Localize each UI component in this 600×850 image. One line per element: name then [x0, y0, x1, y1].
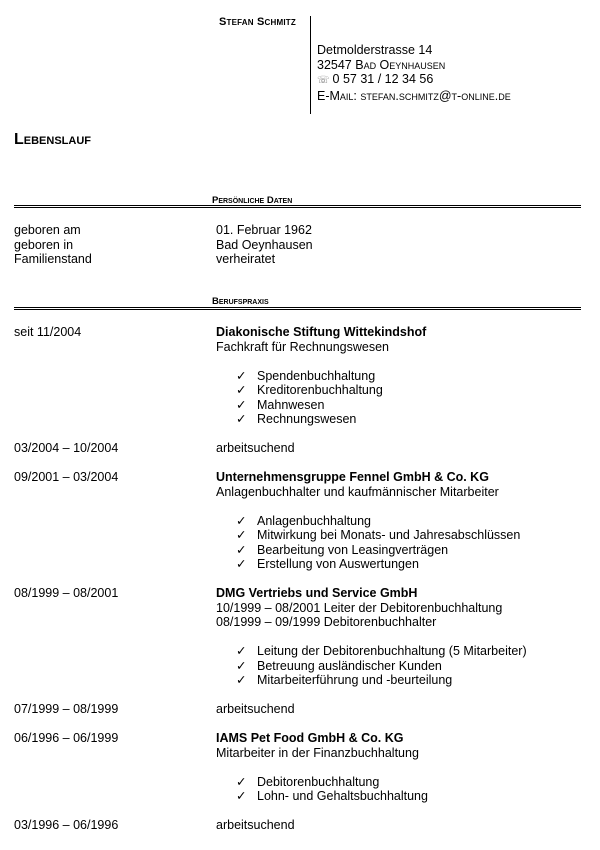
career-details — [216, 731, 428, 804]
career-role: 08/1999 – 09/1999 Debitorenbuchhalter — [216, 615, 437, 629]
label-marital-status: Familienstand — [14, 252, 92, 266]
phone-line — [317, 72, 511, 89]
checkmark-icon: ✓ — [236, 383, 247, 397]
task-item — [236, 775, 428, 790]
checkmark-icon: ✓ — [236, 774, 247, 789]
career-role: arbeitsuchend — [216, 818, 295, 832]
task-text: Mitwirkung bei Monats- und Jahresabschlüssen — [257, 528, 521, 542]
career-role: arbeitsuchend — [216, 441, 295, 455]
career-date: 03/2004 – 10/2004 — [14, 441, 119, 455]
career-role: Mitarbeiter in der Finanzbuchhaltung — [216, 745, 419, 760]
career-date: 07/1999 – 08/1999 — [14, 702, 119, 716]
task-text: Lohn- und Gehaltsbuchhaltung — [257, 789, 428, 803]
career-date: seit 11/2004 — [14, 325, 82, 339]
career-details — [216, 818, 295, 833]
city: 32547 Bad Oeynhausen — [317, 57, 446, 72]
task-text: Mitarbeiterführung und -beurteilung — [257, 673, 453, 687]
task-item — [236, 789, 428, 804]
career-details — [216, 702, 295, 717]
label-birthdate: geboren am — [14, 223, 81, 237]
task-item — [236, 528, 520, 543]
task-text: Anlagenbuchhaltung — [257, 513, 371, 528]
career-details — [216, 470, 520, 572]
task-item — [236, 557, 520, 572]
value-birthdate: 01. Februar 1962 — [216, 223, 312, 237]
task-list — [236, 369, 426, 427]
address-block — [317, 43, 511, 103]
task-item — [236, 514, 520, 529]
task-text: Mahnwesen — [257, 397, 325, 412]
career-role: 10/1999 – 08/2001 Leiter der Debitorenbuchhaltung — [216, 600, 503, 615]
career-details — [216, 441, 295, 456]
email-address[interactable]: stefan.schmitz@t-online.de — [360, 88, 511, 103]
career-date: 08/1999 – 08/2001 — [14, 586, 119, 600]
task-list — [236, 644, 527, 688]
section-heading-personal: Persönliche Daten — [212, 195, 293, 206]
value-marital-status: verheiratet — [216, 252, 276, 266]
email-label: E-Mail: — [317, 88, 357, 103]
checkmark-icon: ✓ — [236, 397, 247, 412]
checkmark-icon: ✓ — [236, 528, 247, 542]
task-item — [236, 383, 426, 398]
street: Detmolderstrasse 14 — [317, 43, 433, 57]
task-text: Rechnungswesen — [257, 412, 357, 426]
telephone-icon: ☏ — [317, 75, 330, 86]
document-title: Lebenslauf — [14, 131, 91, 148]
phone-number: 0 57 31 / 12 34 56 — [332, 72, 434, 86]
label-birthplace: geboren in — [14, 237, 74, 252]
career-company: Unternehmensgruppe Fennel GmbH & Co. KG — [216, 470, 489, 484]
task-item — [236, 644, 527, 659]
header-divider — [310, 16, 311, 114]
career-details — [216, 586, 527, 688]
task-item — [236, 398, 426, 413]
checkmark-icon: ✓ — [236, 658, 247, 673]
career-company: IAMS Pet Food GmbH & Co. KG — [216, 731, 404, 745]
task-text: Betreuung ausländischer Kunden — [257, 658, 442, 673]
task-text: Leitung der Debitorenbuchhaltung (5 Mitarbeiter) — [257, 644, 527, 658]
checkmark-icon: ✓ — [236, 789, 247, 803]
task-text: Bearbeitung von Leasingverträgen — [257, 542, 449, 557]
task-item — [236, 412, 426, 427]
career-role: arbeitsuchend — [216, 702, 295, 716]
task-item — [236, 369, 426, 384]
header-name: Stefan Schmitz — [219, 16, 296, 28]
checkmark-icon: ✓ — [236, 557, 247, 571]
section-rule-personal — [14, 205, 581, 208]
checkmark-icon: ✓ — [236, 513, 247, 528]
career-details — [216, 325, 426, 427]
task-text: Spendenbuchhaltung — [257, 368, 376, 383]
checkmark-icon: ✓ — [236, 673, 247, 687]
checkmark-icon: ✓ — [236, 644, 247, 658]
task-text: Erstellung von Auswertungen — [257, 557, 419, 571]
value-birthplace: Bad Oeynhausen — [216, 237, 313, 252]
career-date: 06/1996 – 06/1999 — [14, 731, 119, 745]
task-list — [236, 775, 428, 804]
career-role: Anlagenbuchhalter und kaufmännischer Mitarbeiter — [216, 484, 499, 499]
checkmark-icon: ✓ — [236, 412, 247, 426]
task-list — [236, 514, 520, 572]
section-heading-career: Berufspraxis — [212, 296, 269, 307]
task-item — [236, 673, 527, 688]
checkmark-icon: ✓ — [236, 542, 247, 557]
career-company: Diakonische Stiftung Wittekindshof — [216, 325, 427, 339]
task-text: Debitorenbuchhaltung — [257, 774, 380, 789]
career-date: 03/1996 – 06/1996 — [14, 818, 119, 832]
email-line — [317, 89, 511, 104]
task-text: Kreditorenbuchhaltung — [257, 383, 383, 397]
task-item — [236, 543, 520, 558]
section-rule-career — [14, 307, 581, 310]
career-date: 09/2001 – 03/2004 — [14, 470, 119, 484]
career-company: DMG Vertriebs und Service GmbH — [216, 586, 418, 600]
career-role: Fachkraft für Rechnungswesen — [216, 339, 390, 354]
checkmark-icon: ✓ — [236, 368, 247, 383]
task-item — [236, 659, 527, 674]
